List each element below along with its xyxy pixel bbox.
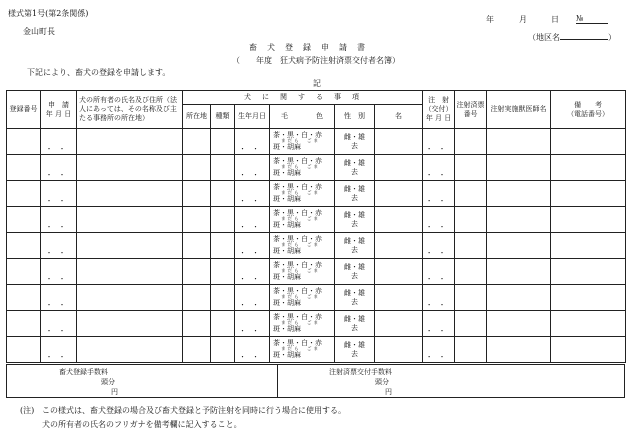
header-dog-group: 犬 に 関 す る 事 項: [183, 91, 423, 105]
sex-options: 雌・雄: [344, 210, 365, 219]
cell-remarks[interactable]: [551, 129, 626, 155]
header-inject-mid: （交付）: [424, 105, 453, 113]
coat-options: 茶・黒・白・赤: [273, 339, 322, 347]
table-row: [7, 311, 626, 337]
form-label: 様式第1号(第2条関係): [8, 9, 89, 18]
cell-dog-name[interactable]: [375, 233, 423, 259]
cell-birth[interactable]: ・・: [235, 311, 270, 337]
header-apply-top: 申 請: [48, 100, 69, 109]
coat-pattern: 斑・胡麻: [273, 351, 301, 359]
cell-coat[interactable]: [270, 181, 335, 207]
header-breed: 種類: [211, 105, 235, 129]
cell-dog-name[interactable]: [375, 259, 423, 285]
cell-birth[interactable]: ・・: [235, 233, 270, 259]
cell-tag-no[interactable]: [455, 259, 487, 285]
cell-reg-no[interactable]: [7, 285, 41, 311]
cell-tag-no[interactable]: [455, 337, 487, 363]
cell-location[interactable]: [183, 285, 211, 311]
cell-breed[interactable]: [211, 259, 235, 285]
table-row: [7, 285, 626, 311]
cell-sex[interactable]: [335, 311, 375, 337]
cell-breed[interactable]: [211, 181, 235, 207]
cell-tag-no[interactable]: [455, 129, 487, 155]
cell-dog-name[interactable]: [375, 129, 423, 155]
cell-breed[interactable]: [211, 233, 235, 259]
cell-location[interactable]: [183, 181, 211, 207]
cell-vet[interactable]: [487, 311, 551, 337]
coat-furigana: まだら ごま: [281, 139, 320, 144]
header-remarks-bottom: （電話番号）: [567, 109, 610, 118]
header-remarks: [551, 91, 626, 129]
header-remarks-top: 備 考: [574, 100, 603, 109]
coat-pattern: 斑・胡麻: [273, 299, 301, 307]
fee-registration-unit2: 円: [111, 388, 118, 396]
fee-injection-label: 注射済票交付手数料: [329, 368, 392, 376]
cell-owner[interactable]: [77, 155, 183, 181]
cell-coat[interactable]: [270, 285, 335, 311]
addressee: 金山町長: [23, 27, 55, 36]
cell-inject-date[interactable]: ・・: [423, 311, 455, 337]
note-line2: 犬の所有者の氏名のフリガナを備考欄に記入すること。: [42, 420, 242, 429]
cell-coat[interactable]: [270, 337, 335, 363]
coat-furigana: まだら ごま: [281, 191, 320, 196]
sex-options: 雌・雄: [344, 314, 365, 323]
sex-neutered: 去: [351, 141, 358, 150]
header-inject-top: 注 射: [428, 96, 450, 104]
cell-birth[interactable]: ・・: [235, 155, 270, 181]
cell-apply-date[interactable]: ・・: [41, 311, 77, 337]
cell-location[interactable]: [183, 207, 211, 233]
cell-apply-date[interactable]: ・・: [41, 155, 77, 181]
cell-coat[interactable]: [270, 311, 335, 337]
header-owner: 犬の所有者の氏名及び住所（法人にあっては、その名称及び主たる事務所の所在地）: [77, 91, 183, 129]
cell-apply-date[interactable]: ・・: [41, 337, 77, 363]
form-title: 畜 犬 登 録 申 請 書: [249, 43, 366, 52]
ki-label: 記: [313, 79, 321, 88]
cell-inject-date[interactable]: ・・: [423, 155, 455, 181]
sex-neutered: 去: [351, 349, 358, 358]
cell-location[interactable]: [183, 337, 211, 363]
cell-remarks[interactable]: [551, 233, 626, 259]
cell-owner[interactable]: [77, 181, 183, 207]
cell-vet[interactable]: [487, 129, 551, 155]
cell-breed[interactable]: [211, 337, 235, 363]
table-row: [7, 233, 626, 259]
cell-reg-no[interactable]: [7, 207, 41, 233]
cell-sex[interactable]: [335, 259, 375, 285]
coat-furigana: まだら ごま: [281, 217, 320, 222]
fee-box: [6, 364, 625, 398]
sex-options: 雌・雄: [344, 288, 365, 297]
cell-reg-no[interactable]: [7, 181, 41, 207]
coat-options: 茶・黒・白・赤: [273, 131, 322, 139]
coat-furigana: まだら ごま: [281, 321, 320, 326]
cell-birth[interactable]: ・・: [235, 181, 270, 207]
cell-sex[interactable]: [335, 337, 375, 363]
fee-registration-label: 畜犬登録手数料: [59, 368, 108, 376]
cell-owner[interactable]: [77, 129, 183, 155]
header-inject-date: [423, 91, 455, 129]
sex-options: 雌・雄: [344, 132, 365, 141]
cell-inject-date[interactable]: ・・: [423, 181, 455, 207]
sex-options: 雌・雄: [344, 340, 365, 349]
coat-options: 茶・黒・白・赤: [273, 287, 322, 295]
cell-tag-no[interactable]: [455, 285, 487, 311]
sex-neutered: 去: [351, 219, 358, 228]
sex-neutered: 去: [351, 193, 358, 202]
sex-neutered: 去: [351, 323, 358, 332]
coat-pattern: 斑・胡麻: [273, 195, 301, 203]
coat-pattern: 斑・胡麻: [273, 169, 301, 177]
cell-birth[interactable]: ・・: [235, 207, 270, 233]
cell-vet[interactable]: [487, 207, 551, 233]
coat-options: 茶・黒・白・赤: [273, 261, 322, 269]
cell-remarks[interactable]: [551, 337, 626, 363]
number-label: №: [576, 14, 584, 23]
cell-dog-name[interactable]: [375, 337, 423, 363]
cell-reg-no[interactable]: [7, 311, 41, 337]
cell-reg-no[interactable]: [7, 155, 41, 181]
cell-coat[interactable]: [270, 207, 335, 233]
table-row: [7, 337, 626, 363]
registration-table: [6, 90, 626, 363]
sex-options: 雌・雄: [344, 262, 365, 271]
sex-neutered: 去: [351, 297, 358, 306]
intro-text: 下記により、畜犬の登録を申請します。: [27, 68, 171, 77]
cell-coat[interactable]: [270, 155, 335, 181]
sex-options: 雌・雄: [344, 236, 365, 245]
header-tag-no: 注射済票番号: [455, 91, 487, 129]
cell-sex[interactable]: [335, 181, 375, 207]
cell-vet[interactable]: [487, 337, 551, 363]
header-inject-bottom: 年 月 日: [425, 114, 452, 122]
header-coat-left: 毛: [281, 112, 288, 120]
coat-options: 茶・黒・白・赤: [273, 183, 322, 191]
cell-remarks[interactable]: [551, 155, 626, 181]
cell-owner[interactable]: [77, 207, 183, 233]
cell-coat[interactable]: [270, 259, 335, 285]
cell-tag-no[interactable]: [455, 207, 487, 233]
header-vet: 注射実施獣医師名: [487, 91, 551, 129]
cell-sex[interactable]: [335, 233, 375, 259]
cell-remarks[interactable]: [551, 311, 626, 337]
cell-tag-no[interactable]: [455, 181, 487, 207]
cell-breed[interactable]: [211, 207, 235, 233]
cell-inject-date[interactable]: ・・: [423, 233, 455, 259]
coat-options: 茶・黒・白・赤: [273, 313, 322, 321]
cell-birth[interactable]: ・・: [235, 285, 270, 311]
cell-remarks[interactable]: [551, 285, 626, 311]
cell-sex[interactable]: [335, 285, 375, 311]
cell-inject-date[interactable]: ・・: [423, 285, 455, 311]
header-coat-right: 色: [316, 112, 323, 120]
cell-remarks[interactable]: [551, 207, 626, 233]
cell-apply-date[interactable]: ・・: [41, 259, 77, 285]
fee-registration-unit1: 頭分: [101, 378, 115, 386]
note-prefix: (注): [20, 406, 35, 415]
sex-neutered: 去: [351, 245, 358, 254]
fee-divider: [277, 365, 278, 397]
coat-furigana: まだら ごま: [281, 243, 320, 248]
cell-sex[interactable]: [335, 155, 375, 181]
cell-inject-date[interactable]: ・・: [423, 259, 455, 285]
cell-apply-date[interactable]: ・・: [41, 129, 77, 155]
cell-breed[interactable]: [211, 155, 235, 181]
coat-furigana: まだら ごま: [281, 269, 320, 274]
cell-owner[interactable]: [77, 233, 183, 259]
cell-remarks[interactable]: [551, 181, 626, 207]
fee-injection-unit2: 円: [385, 388, 392, 396]
coat-pattern: 斑・胡麻: [273, 143, 301, 151]
header-name: 名: [375, 105, 423, 129]
coat-options: 茶・黒・白・赤: [273, 157, 322, 165]
cell-reg-no[interactable]: [7, 129, 41, 155]
cell-inject-date[interactable]: ・・: [423, 129, 455, 155]
header-birth: 生年月日: [235, 105, 270, 129]
cell-dog-name[interactable]: [375, 285, 423, 311]
table-row: [7, 129, 626, 155]
sex-neutered: 去: [351, 167, 358, 176]
sex-options: 雌・雄: [344, 158, 365, 167]
cell-owner[interactable]: [77, 311, 183, 337]
cell-vet[interactable]: [487, 233, 551, 259]
cell-reg-no[interactable]: [7, 233, 41, 259]
coat-furigana: まだら ごま: [281, 295, 320, 300]
date-day: 日: [551, 15, 559, 24]
district-field[interactable]: [528, 32, 616, 43]
header-sex: 性 別: [335, 105, 375, 129]
cell-tag-no[interactable]: [455, 311, 487, 337]
number-field[interactable]: [576, 14, 608, 24]
district-blank: [560, 39, 608, 40]
fee-injection-unit1: 頭分: [375, 378, 389, 386]
table-row: [7, 259, 626, 285]
cell-location[interactable]: [183, 233, 211, 259]
cell-location[interactable]: [183, 155, 211, 181]
cell-vet[interactable]: [487, 259, 551, 285]
header-coat: [270, 105, 335, 129]
cell-coat[interactable]: [270, 129, 335, 155]
coat-pattern: 斑・胡麻: [273, 221, 301, 229]
cell-location[interactable]: [183, 259, 211, 285]
cell-dog-name[interactable]: [375, 207, 423, 233]
cell-owner[interactable]: [77, 259, 183, 285]
form-subtitle: （ 年度 狂犬病予防注射済票交付者名簿）: [232, 56, 400, 65]
cell-inject-date[interactable]: ・・: [423, 337, 455, 363]
cell-dog-name[interactable]: [375, 155, 423, 181]
sex-options: 雌・雄: [344, 184, 365, 193]
cell-owner[interactable]: [77, 337, 183, 363]
coat-pattern: 斑・胡麻: [273, 325, 301, 333]
cell-remarks[interactable]: [551, 259, 626, 285]
cell-apply-date[interactable]: ・・: [41, 285, 77, 311]
cell-apply-date[interactable]: ・・: [41, 181, 77, 207]
coat-options: 茶・黒・白・赤: [273, 209, 322, 217]
sex-neutered: 去: [351, 271, 358, 280]
header-apply-date: [41, 91, 77, 129]
coat-furigana: まだら ごま: [281, 165, 320, 170]
cell-vet[interactable]: [487, 155, 551, 181]
cell-vet[interactable]: [487, 285, 551, 311]
cell-vet[interactable]: [487, 181, 551, 207]
cell-tag-no[interactable]: [455, 155, 487, 181]
cell-birth[interactable]: ・・: [235, 337, 270, 363]
table-body: [7, 129, 626, 363]
cell-birth[interactable]: ・・: [235, 259, 270, 285]
cell-coat[interactable]: [270, 233, 335, 259]
coat-options: 茶・黒・白・赤: [273, 235, 322, 243]
cell-reg-no[interactable]: [7, 259, 41, 285]
table-row: [7, 155, 626, 181]
cell-sex[interactable]: [335, 129, 375, 155]
cell-apply-date[interactable]: ・・: [41, 233, 77, 259]
cell-dog-name[interactable]: [375, 181, 423, 207]
cell-birth[interactable]: ・・: [235, 129, 270, 155]
coat-pattern: 斑・胡麻: [273, 273, 301, 281]
cell-tag-no[interactable]: [455, 233, 487, 259]
district-suffix: ）: [608, 33, 616, 42]
table-row: [7, 207, 626, 233]
header-apply-bottom: 年 月 日: [45, 109, 72, 118]
cell-owner[interactable]: [77, 285, 183, 311]
note-line1: この様式は、畜犬登録の場合及び畜犬登録と予防注射を同時に行う場合に使用する。: [42, 406, 346, 415]
header-reg-no: 登録番号: [7, 91, 41, 129]
district-prefix: （地区名: [528, 33, 560, 42]
table-row: [7, 181, 626, 207]
coat-furigana: まだら ごま: [281, 347, 320, 352]
cell-breed[interactable]: [211, 311, 235, 337]
cell-inject-date[interactable]: ・・: [423, 207, 455, 233]
cell-location[interactable]: [183, 129, 211, 155]
cell-dog-name[interactable]: [375, 311, 423, 337]
cell-apply-date[interactable]: ・・: [41, 207, 77, 233]
date-month: 月: [519, 15, 527, 24]
cell-reg-no[interactable]: [7, 337, 41, 363]
cell-breed[interactable]: [211, 129, 235, 155]
cell-sex[interactable]: [335, 207, 375, 233]
coat-pattern: 斑・胡麻: [273, 247, 301, 255]
cell-breed[interactable]: [211, 285, 235, 311]
cell-location[interactable]: [183, 311, 211, 337]
header-location: 所在地: [183, 105, 211, 129]
date-year: 年: [486, 15, 494, 24]
